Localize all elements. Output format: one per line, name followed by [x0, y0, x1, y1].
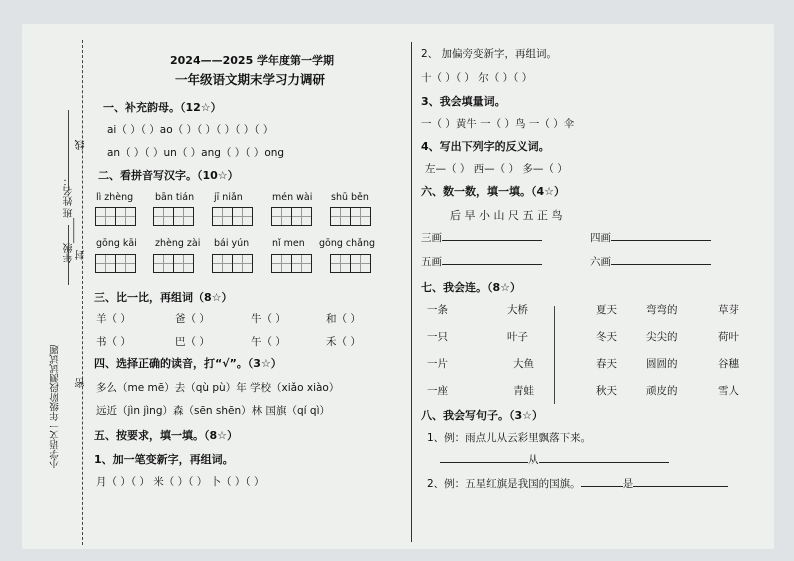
s5-q1-row: 月（ ）（ ） 米（ ）（ ） 卜（ ）（ ） [96, 476, 265, 488]
match-adj-3: 圆圆的 [646, 358, 678, 370]
s3-r1-a: 羊（ ） [96, 313, 131, 325]
writing-grid[interactable] [95, 254, 135, 273]
match-season-3: 春天 [596, 358, 617, 370]
s5-q2: 2、 加偏旁变新字，再组词。 [421, 48, 558, 60]
writing-grid[interactable] [330, 207, 370, 226]
s8-ex1-line[interactable]: 从 [440, 452, 669, 467]
class-underline [68, 225, 69, 285]
match-adj-1: 弯弯的 [646, 304, 678, 316]
s1-row2: an（ ）（ ）un（ ）ang（ ）（ ）ong [107, 147, 285, 159]
match-mid-4: 青蛙 [513, 385, 534, 397]
s8-ex1: 1、例：雨点儿从云彩里飘落下来。 [427, 432, 592, 444]
name-underline [68, 110, 69, 190]
match-left-3: 一片 [427, 358, 448, 370]
writing-grid[interactable] [271, 207, 311, 226]
match-left-4: 一座 [427, 385, 448, 397]
seal-text-line: 线 [76, 140, 87, 150]
writing-grid[interactable] [212, 254, 252, 273]
binding-line [82, 40, 83, 545]
s2-title: 二、看拼音写汉字。（10☆） [98, 169, 239, 182]
s1-row1: ai（ ）（ ）ao（ ）（ ）（ ）（ ）（ ） [107, 124, 274, 136]
name-field-label: 姓名： [64, 176, 75, 206]
s5-title: 五、按要求，填一填。（8☆） [94, 429, 239, 442]
pinyin-4: mén wài [272, 192, 313, 203]
s1-title: 一、补充韵母。（12☆） [103, 101, 222, 114]
page-title: 一年级语文期末学习力调研 [175, 72, 326, 87]
s4-row2: 远近（jìn jìng）森（sēn shēn）林 国旗（qí qì） [96, 405, 330, 417]
s6-title: 六、数一数，填一填。（4☆） [421, 185, 566, 198]
match-left-1: 一条 [427, 304, 448, 316]
match-mid-2: 叶子 [507, 331, 528, 343]
s3-r2-d: 禾（ ） [326, 336, 361, 348]
class-field-label: 年级_____班 [64, 208, 75, 263]
s8-ex2[interactable]: 2、例：五星红旗是我国的国旗。 是 [427, 476, 728, 491]
writing-grid[interactable] [271, 254, 311, 273]
s5-q2-row: 十（ ）（ ） 尔（ ）（ ） [421, 72, 533, 84]
s3-r2-a: 书（ ） [96, 336, 131, 348]
match-season-2: 冬天 [596, 331, 617, 343]
year-line: 2024——2025 学年度第一学期 [170, 54, 335, 67]
pinyin-5: shū běn [331, 192, 369, 203]
writing-grid[interactable] [330, 254, 370, 273]
writing-grid[interactable] [95, 207, 135, 226]
s8-title: 八、我会写句子。（3☆） [421, 409, 544, 422]
match-noun-1: 草芽 [718, 304, 739, 316]
match-adj-2: 尖尖的 [646, 331, 678, 343]
pinyin-6: gōng kāi [96, 238, 137, 249]
s3-r2-b: 巴（ ） [175, 336, 210, 348]
s6-line-3: 三画 [421, 230, 542, 245]
s6-line-5: 五画 [421, 254, 542, 269]
s3-r2-c: 午（ ） [251, 336, 286, 348]
pinyin-1: lì zhèng [96, 192, 134, 203]
match-divider [554, 306, 555, 404]
writing-grid[interactable] [153, 207, 193, 226]
match-left-2: 一只 [427, 331, 448, 343]
pinyin-2: bān tián [155, 192, 195, 203]
s3-r1-c: 牛（ ） [251, 313, 286, 325]
match-season-1: 夏天 [596, 304, 617, 316]
s5-q3-row: 一（ ）黄牛 一（ ）鸟 一（ ）伞 [421, 118, 575, 130]
s6-chars: 后 早 小 山 尺 五 正 鸟 [450, 209, 563, 222]
match-adj-4: 顽皮的 [646, 385, 678, 397]
pinyin-10: gōng chǎng [319, 238, 376, 249]
s4-row1: 多么（me mē）去（qù pù）年 学校（xiǎo xiào） [96, 382, 340, 394]
pinyin-7: zhèng zài [155, 238, 201, 249]
s5-q4-title: 4、写出下列字的反义词。 [421, 140, 550, 153]
match-mid-3: 大鱼 [513, 358, 534, 370]
seal-text-seal: 封 [76, 250, 87, 260]
exam-note: 小学语文一年级阶段测试试题 [50, 345, 61, 469]
pinyin-8: bái yún [214, 238, 250, 249]
match-season-4: 秋天 [596, 385, 617, 397]
s5-q1: 1、加一笔变新字，再组词。 [94, 453, 234, 466]
pinyin-9: nǐ men [272, 238, 305, 249]
s6-line-4: 四画 [590, 230, 711, 245]
s7-title: 七、我会连。（8☆） [421, 281, 522, 294]
match-noun-4: 雪人 [718, 385, 739, 397]
writing-grid[interactable] [212, 207, 252, 226]
match-noun-2: 荷叶 [718, 331, 739, 343]
s3-title: 三、比一比，再组词（8☆） [94, 291, 233, 304]
pinyin-3: jī niǎn [214, 192, 243, 203]
seal-text-secret: 密 [76, 378, 87, 388]
column-divider [411, 42, 412, 542]
writing-grid[interactable] [153, 254, 193, 273]
s5-q4-row: 左—（ ） 西—（ ） 多—（ ） [425, 163, 568, 175]
s6-line-6: 六画 [590, 254, 711, 269]
s5-q3-title: 3、我会填量词。 [421, 95, 506, 108]
s3-r1-d: 和（ ） [326, 313, 361, 325]
s3-r1-b: 爸（ ） [175, 313, 210, 325]
s4-title: 四、选择正确的读音，打“√”。（3☆） [94, 357, 282, 370]
match-noun-3: 谷穗 [718, 358, 739, 370]
match-mid-1: 大桥 [507, 304, 528, 316]
